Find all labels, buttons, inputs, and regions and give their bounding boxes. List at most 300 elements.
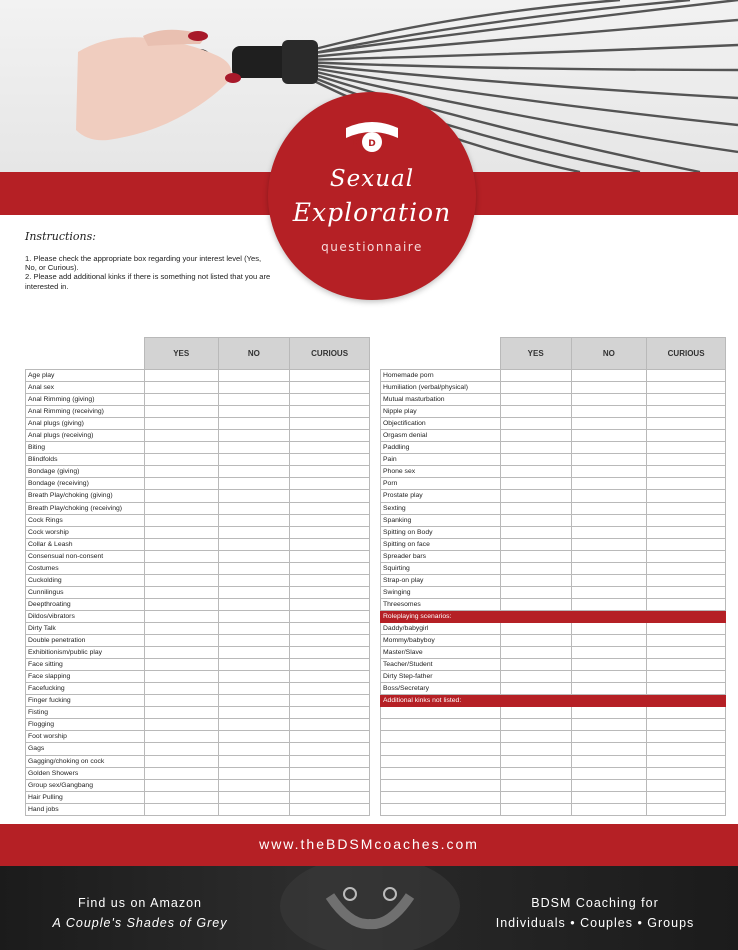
checkbox-curious[interactable]: [647, 550, 726, 562]
checkbox-no[interactable]: [218, 466, 290, 478]
checkbox-curious[interactable]: [647, 466, 726, 478]
checkbox-curious[interactable]: [647, 382, 726, 394]
checkbox-yes[interactable]: [144, 791, 218, 803]
checkbox-curious[interactable]: [647, 622, 726, 634]
checkbox-yes[interactable]: [500, 562, 571, 574]
item-label: Bondage (giving): [26, 466, 145, 478]
checkbox-yes[interactable]: [500, 370, 571, 382]
svg-text:A: A: [384, 138, 392, 147]
table-row: [381, 394, 726, 406]
checkbox-no[interactable]: [218, 695, 290, 707]
checkbox-no[interactable]: [218, 490, 290, 502]
checkbox-no[interactable]: [571, 707, 647, 719]
item-label: Dirty Talk: [26, 622, 145, 634]
checkbox-no[interactable]: [571, 430, 647, 442]
checkbox-no[interactable]: [218, 719, 290, 731]
table-row: [381, 586, 726, 598]
item-label: Strap-on play: [381, 574, 501, 586]
checkbox-curious[interactable]: [290, 550, 370, 562]
checkbox-curious[interactable]: [290, 779, 370, 791]
checkbox-no[interactable]: [218, 659, 290, 671]
instructions-text: [25, 254, 275, 291]
checkbox-yes[interactable]: [500, 803, 571, 815]
checkbox-no[interactable]: [218, 586, 290, 598]
checkbox-no[interactable]: [571, 502, 647, 514]
item-label: Mommy/babyboy: [381, 635, 501, 647]
checkbox-curious[interactable]: [647, 586, 726, 598]
checkbox-curious[interactable]: [647, 490, 726, 502]
checkbox-yes[interactable]: [144, 767, 218, 779]
checkbox-curious[interactable]: [290, 743, 370, 755]
item-label: [381, 803, 501, 815]
checkbox-curious[interactable]: [290, 370, 370, 382]
checkbox-no[interactable]: [218, 671, 290, 683]
checkbox-curious[interactable]: [290, 502, 370, 514]
checkbox-curious[interactable]: [290, 671, 370, 683]
checkbox-yes[interactable]: [144, 394, 218, 406]
checkbox-curious[interactable]: [647, 406, 726, 418]
checkbox-curious[interactable]: [647, 394, 726, 406]
checkbox-yes[interactable]: [144, 635, 218, 647]
checkbox-curious[interactable]: [647, 598, 726, 610]
checkbox-yes[interactable]: [500, 466, 571, 478]
checkbox-curious[interactable]: [647, 478, 726, 490]
checkbox-no[interactable]: [218, 454, 290, 466]
checkbox-yes[interactable]: [144, 430, 218, 442]
checkbox-no[interactable]: [571, 779, 647, 791]
hand-image: [68, 22, 248, 142]
checkbox-curious[interactable]: [647, 454, 726, 466]
table-row: [26, 731, 370, 743]
checkbox-curious[interactable]: [290, 659, 370, 671]
amazon-line-1: Find us on Amazon: [77, 896, 202, 910]
checkbox-no[interactable]: [571, 647, 647, 659]
checkbox-no[interactable]: [571, 803, 647, 815]
checkbox-yes[interactable]: [144, 382, 218, 394]
checkbox-no[interactable]: [218, 683, 290, 695]
checkbox-curious[interactable]: [647, 418, 726, 430]
checkbox-no[interactable]: [218, 382, 290, 394]
checkbox-curious[interactable]: [290, 442, 370, 454]
checkbox-yes[interactable]: [500, 502, 571, 514]
checkbox-yes[interactable]: [144, 514, 218, 526]
table-row: [26, 622, 370, 634]
checkbox-curious[interactable]: [290, 683, 370, 695]
checkbox-curious[interactable]: [647, 683, 726, 695]
coaching-line-2: Individuals • Couples • Groups: [495, 916, 695, 930]
table-row: [26, 803, 370, 815]
checkbox-no[interactable]: [571, 466, 647, 478]
table-row: [26, 418, 370, 430]
table-row: [26, 791, 370, 803]
checkbox-yes[interactable]: [144, 719, 218, 731]
checkbox-curious[interactable]: [647, 791, 726, 803]
checkbox-no[interactable]: [571, 442, 647, 454]
checkbox-curious[interactable]: [647, 370, 726, 382]
checkbox-curious[interactable]: [290, 586, 370, 598]
checkbox-no[interactable]: [218, 502, 290, 514]
table-row: [381, 635, 726, 647]
checkbox-yes[interactable]: [144, 478, 218, 490]
checkbox-yes[interactable]: [144, 502, 218, 514]
checkbox-no[interactable]: [571, 755, 647, 767]
table-row: [381, 562, 726, 574]
checkbox-no[interactable]: [218, 406, 290, 418]
table-row: [381, 671, 726, 683]
item-label: Daddy/babygirl: [381, 622, 501, 634]
table-row: [381, 502, 726, 514]
checkbox-yes[interactable]: [500, 755, 571, 767]
checkbox-no[interactable]: [571, 719, 647, 731]
checkbox-no[interactable]: [218, 538, 290, 550]
checkbox-yes[interactable]: [144, 695, 218, 707]
item-label: Prostate play: [381, 490, 501, 502]
checkbox-curious[interactable]: [290, 695, 370, 707]
item-label: Hand jobs: [26, 803, 145, 815]
checkbox-yes: [500, 610, 571, 622]
checkbox-curious[interactable]: [290, 466, 370, 478]
checkbox-yes[interactable]: [144, 743, 218, 755]
checkbox-no[interactable]: [571, 454, 647, 466]
checkbox-yes[interactable]: [144, 647, 218, 659]
checkbox-curious[interactable]: [647, 502, 726, 514]
checkbox-no[interactable]: [571, 382, 647, 394]
checkbox-no[interactable]: [571, 550, 647, 562]
checkbox-yes[interactable]: [144, 526, 218, 538]
checkbox-no[interactable]: [218, 647, 290, 659]
checkbox-yes[interactable]: [500, 683, 571, 695]
checkbox-curious[interactable]: [290, 803, 370, 815]
column-header-no: NO: [571, 338, 647, 370]
checkbox-yes[interactable]: [500, 382, 571, 394]
checkbox-yes[interactable]: [500, 635, 571, 647]
instruction-line-1: 1. Please check the appropriate box regarding your interest level (Yes, No, or Curious).: [25, 254, 262, 273]
checkbox-curious[interactable]: [290, 719, 370, 731]
item-label: Anal plugs (giving): [26, 418, 145, 430]
table-row: [26, 719, 370, 731]
checkbox-curious[interactable]: [290, 382, 370, 394]
checkbox-yes[interactable]: [144, 598, 218, 610]
checkbox-yes[interactable]: [144, 538, 218, 550]
checkbox-no[interactable]: [218, 743, 290, 755]
checkbox-yes[interactable]: [144, 671, 218, 683]
checkbox-curious[interactable]: [290, 454, 370, 466]
checkbox-curious[interactable]: [647, 755, 726, 767]
checkbox-yes[interactable]: [144, 454, 218, 466]
checkbox-no[interactable]: [571, 562, 647, 574]
checkbox-curious[interactable]: [290, 622, 370, 634]
checkbox-no[interactable]: [218, 731, 290, 743]
table-row: [381, 490, 726, 502]
checkbox-yes[interactable]: [500, 574, 571, 586]
item-label: [381, 767, 501, 779]
checkbox-no[interactable]: [218, 767, 290, 779]
checkbox-no[interactable]: [571, 586, 647, 598]
checkbox-yes[interactable]: [144, 707, 218, 719]
checkbox-no[interactable]: [571, 406, 647, 418]
checkbox-yes[interactable]: [500, 478, 571, 490]
checkbox-yes[interactable]: [144, 562, 218, 574]
checkbox-yes[interactable]: [500, 622, 571, 634]
checkbox-curious[interactable]: [290, 394, 370, 406]
checkbox-no[interactable]: [571, 490, 647, 502]
checkbox-no[interactable]: [218, 550, 290, 562]
checkbox-curious[interactable]: [647, 442, 726, 454]
checkbox-curious[interactable]: [290, 406, 370, 418]
table-row: [381, 779, 726, 791]
checkbox-yes[interactable]: [500, 671, 571, 683]
table-row: [381, 683, 726, 695]
checkbox-yes[interactable]: [144, 586, 218, 598]
checkbox-curious[interactable]: [290, 562, 370, 574]
checkbox-no[interactable]: [218, 394, 290, 406]
checkbox-yes[interactable]: [500, 743, 571, 755]
item-label: Homemade porn: [381, 370, 501, 382]
checkbox-no[interactable]: [218, 598, 290, 610]
item-label: Breath Play/choking (receiving): [26, 502, 145, 514]
checkbox-yes[interactable]: [500, 767, 571, 779]
checkbox-curious[interactable]: [290, 731, 370, 743]
item-label: Gags: [26, 743, 145, 755]
checkbox-no[interactable]: [571, 791, 647, 803]
item-label: [381, 743, 501, 755]
checkbox-yes[interactable]: [144, 490, 218, 502]
checkbox-no[interactable]: [571, 574, 647, 586]
checkbox-no[interactable]: [571, 394, 647, 406]
checkbox-no[interactable]: [571, 671, 647, 683]
checkbox-no[interactable]: [218, 418, 290, 430]
item-label: Blindfolds: [26, 454, 145, 466]
checkbox-no[interactable]: [571, 659, 647, 671]
item-label: Paddling: [381, 442, 501, 454]
checkbox-curious[interactable]: [647, 803, 726, 815]
item-label: Exhibitionism/public play: [26, 647, 145, 659]
left-checklist-table: [25, 337, 370, 816]
checkbox-curious[interactable]: [290, 647, 370, 659]
checkbox-yes[interactable]: [144, 370, 218, 382]
item-label: Double penetration: [26, 635, 145, 647]
checkbox-no[interactable]: [571, 622, 647, 634]
table-row: [381, 755, 726, 767]
checkbox-yes[interactable]: [144, 418, 218, 430]
checkbox-yes[interactable]: [500, 442, 571, 454]
item-label: Consensual non-consent: [26, 550, 145, 562]
item-label: Finger fucking: [26, 695, 145, 707]
checkbox-no[interactable]: [218, 779, 290, 791]
checkbox-yes[interactable]: [144, 755, 218, 767]
checkbox-yes[interactable]: [500, 598, 571, 610]
checkbox-no[interactable]: [571, 767, 647, 779]
checkbox-yes[interactable]: [144, 550, 218, 562]
item-label: Nipple play: [381, 406, 501, 418]
item-label: Cunnilingus: [26, 586, 145, 598]
checkbox-yes[interactable]: [144, 442, 218, 454]
checkbox-yes[interactable]: [500, 406, 571, 418]
checkbox-yes[interactable]: [500, 707, 571, 719]
table-row: [26, 478, 370, 490]
checkbox-no[interactable]: [571, 370, 647, 382]
item-label: Fisting: [26, 707, 145, 719]
table-row: [26, 671, 370, 683]
checkbox-yes[interactable]: [144, 779, 218, 791]
checkbox-curious[interactable]: [290, 418, 370, 430]
checkbox-yes[interactable]: [500, 514, 571, 526]
checkbox-yes[interactable]: [144, 466, 218, 478]
checkbox-curious[interactable]: [290, 490, 370, 502]
checkbox-no[interactable]: [218, 755, 290, 767]
table-row: [381, 466, 726, 478]
checkbox-curious[interactable]: [647, 779, 726, 791]
right-checklist-table: [380, 337, 726, 816]
checkbox-no[interactable]: [571, 635, 647, 647]
checkbox-curious[interactable]: [647, 562, 726, 574]
coaching-line-1: BDSM Coaching for: [531, 896, 659, 910]
table-row: [26, 695, 370, 707]
checkbox-yes[interactable]: [144, 622, 218, 634]
table-row: [381, 430, 726, 442]
checkbox-curious[interactable]: [647, 671, 726, 683]
checkbox-yes[interactable]: [144, 610, 218, 622]
checkbox-curious[interactable]: [647, 719, 726, 731]
checkbox-no[interactable]: [218, 478, 290, 490]
item-label: [381, 707, 501, 719]
checkbox-curious[interactable]: [290, 430, 370, 442]
checkbox-no[interactable]: [218, 622, 290, 634]
checkbox-yes[interactable]: [500, 779, 571, 791]
checkbox-curious[interactable]: [290, 514, 370, 526]
table-row: [26, 526, 370, 538]
checkbox-curious[interactable]: [290, 574, 370, 586]
checkbox-yes[interactable]: [144, 803, 218, 815]
checkbox-curious[interactable]: [647, 767, 726, 779]
table-row: [26, 430, 370, 442]
amazon-line-2: A Couple's Shades of Grey: [52, 916, 228, 930]
checkbox-yes[interactable]: [144, 406, 218, 418]
item-label: Group sex/Gangbang: [26, 779, 145, 791]
checkbox-yes[interactable]: [500, 647, 571, 659]
checkbox-curious[interactable]: [647, 731, 726, 743]
checkbox-curious[interactable]: [647, 514, 726, 526]
checkbox-curious[interactable]: [290, 767, 370, 779]
checkbox-yes[interactable]: [500, 454, 571, 466]
checkbox-no[interactable]: [571, 514, 647, 526]
table-row: [381, 538, 726, 550]
checkbox-no[interactable]: [218, 370, 290, 382]
checkbox-yes[interactable]: [144, 731, 218, 743]
table-row: [381, 574, 726, 586]
checkbox-no[interactable]: [218, 707, 290, 719]
item-label: Objectification: [381, 418, 501, 430]
checkbox-no[interactable]: [218, 526, 290, 538]
checkbox-curious[interactable]: [290, 635, 370, 647]
checkbox-curious[interactable]: [647, 526, 726, 538]
checkbox-yes[interactable]: [500, 538, 571, 550]
checkbox-no[interactable]: [218, 803, 290, 815]
item-label: Facefucking: [26, 683, 145, 695]
checkbox-yes[interactable]: [500, 526, 571, 538]
table-row: [26, 466, 370, 478]
checkbox-yes[interactable]: [500, 418, 571, 430]
checkbox-no[interactable]: [571, 731, 647, 743]
checkbox-curious[interactable]: [647, 707, 726, 719]
table-row: [381, 659, 726, 671]
checkbox-no[interactable]: [571, 478, 647, 490]
checkbox-yes[interactable]: [144, 574, 218, 586]
checkbox-no[interactable]: [571, 598, 647, 610]
checkbox-no[interactable]: [218, 574, 290, 586]
checkbox-no[interactable]: [571, 683, 647, 695]
item-label: [381, 779, 501, 791]
table-row: [26, 743, 370, 755]
checkbox-curious[interactable]: [290, 538, 370, 550]
checkbox-yes[interactable]: [500, 731, 571, 743]
item-label: Teacher/Student: [381, 659, 501, 671]
checkbox-no[interactable]: [218, 514, 290, 526]
checkbox-yes[interactable]: [500, 430, 571, 442]
checkbox-no[interactable]: [571, 538, 647, 550]
checkbox-curious[interactable]: [647, 659, 726, 671]
checkbox-curious[interactable]: [290, 791, 370, 803]
svg-text:D: D: [352, 138, 360, 147]
item-label: Bondage (receiving): [26, 478, 145, 490]
checkbox-curious[interactable]: [647, 538, 726, 550]
website-link[interactable]: www.theBDSMcoaches.com: [259, 836, 479, 852]
checkbox-yes[interactable]: [500, 659, 571, 671]
checkbox-yes[interactable]: [500, 719, 571, 731]
checkbox-curious[interactable]: [290, 526, 370, 538]
checkbox-no[interactable]: [571, 418, 647, 430]
checkbox-curious[interactable]: [290, 755, 370, 767]
checkbox-no[interactable]: [218, 791, 290, 803]
checkbox-yes[interactable]: [500, 586, 571, 598]
title-line-2: Exploration: [292, 198, 452, 227]
checkbox-curious[interactable]: [290, 598, 370, 610]
table-row: [26, 514, 370, 526]
column-header-yes: YES: [144, 338, 218, 370]
item-label: Swinging: [381, 586, 501, 598]
checkbox-yes[interactable]: [500, 550, 571, 562]
checkbox-curious[interactable]: [647, 743, 726, 755]
checkbox-yes[interactable]: [500, 490, 571, 502]
checkbox-curious[interactable]: [290, 478, 370, 490]
checkbox-curious[interactable]: [647, 430, 726, 442]
table-row: [381, 514, 726, 526]
checkbox-no[interactable]: [218, 610, 290, 622]
checkbox-curious[interactable]: [290, 707, 370, 719]
checkbox-no[interactable]: [218, 635, 290, 647]
checkbox-curious[interactable]: [647, 574, 726, 586]
checkbox-curious[interactable]: [647, 635, 726, 647]
checkbox-curious[interactable]: [290, 610, 370, 622]
checkbox-no[interactable]: [218, 562, 290, 574]
checkbox-curious: [647, 610, 726, 622]
item-label: Boss/Secretary: [381, 683, 501, 695]
checkbox-no[interactable]: [218, 430, 290, 442]
checkbox-yes[interactable]: [500, 791, 571, 803]
checkbox-yes[interactable]: [144, 683, 218, 695]
table-row: [381, 695, 726, 707]
checkbox-yes[interactable]: [500, 394, 571, 406]
checkbox-no[interactable]: [571, 526, 647, 538]
checkbox-yes[interactable]: [144, 659, 218, 671]
checkbox-no[interactable]: [571, 743, 647, 755]
item-label: Anal Rimming (receiving): [26, 406, 145, 418]
subtitle: questionnaire: [321, 240, 423, 254]
checkbox-curious[interactable]: [647, 647, 726, 659]
svg-text:D: D: [368, 139, 376, 149]
checkbox-no[interactable]: [218, 442, 290, 454]
table-row: [381, 791, 726, 803]
